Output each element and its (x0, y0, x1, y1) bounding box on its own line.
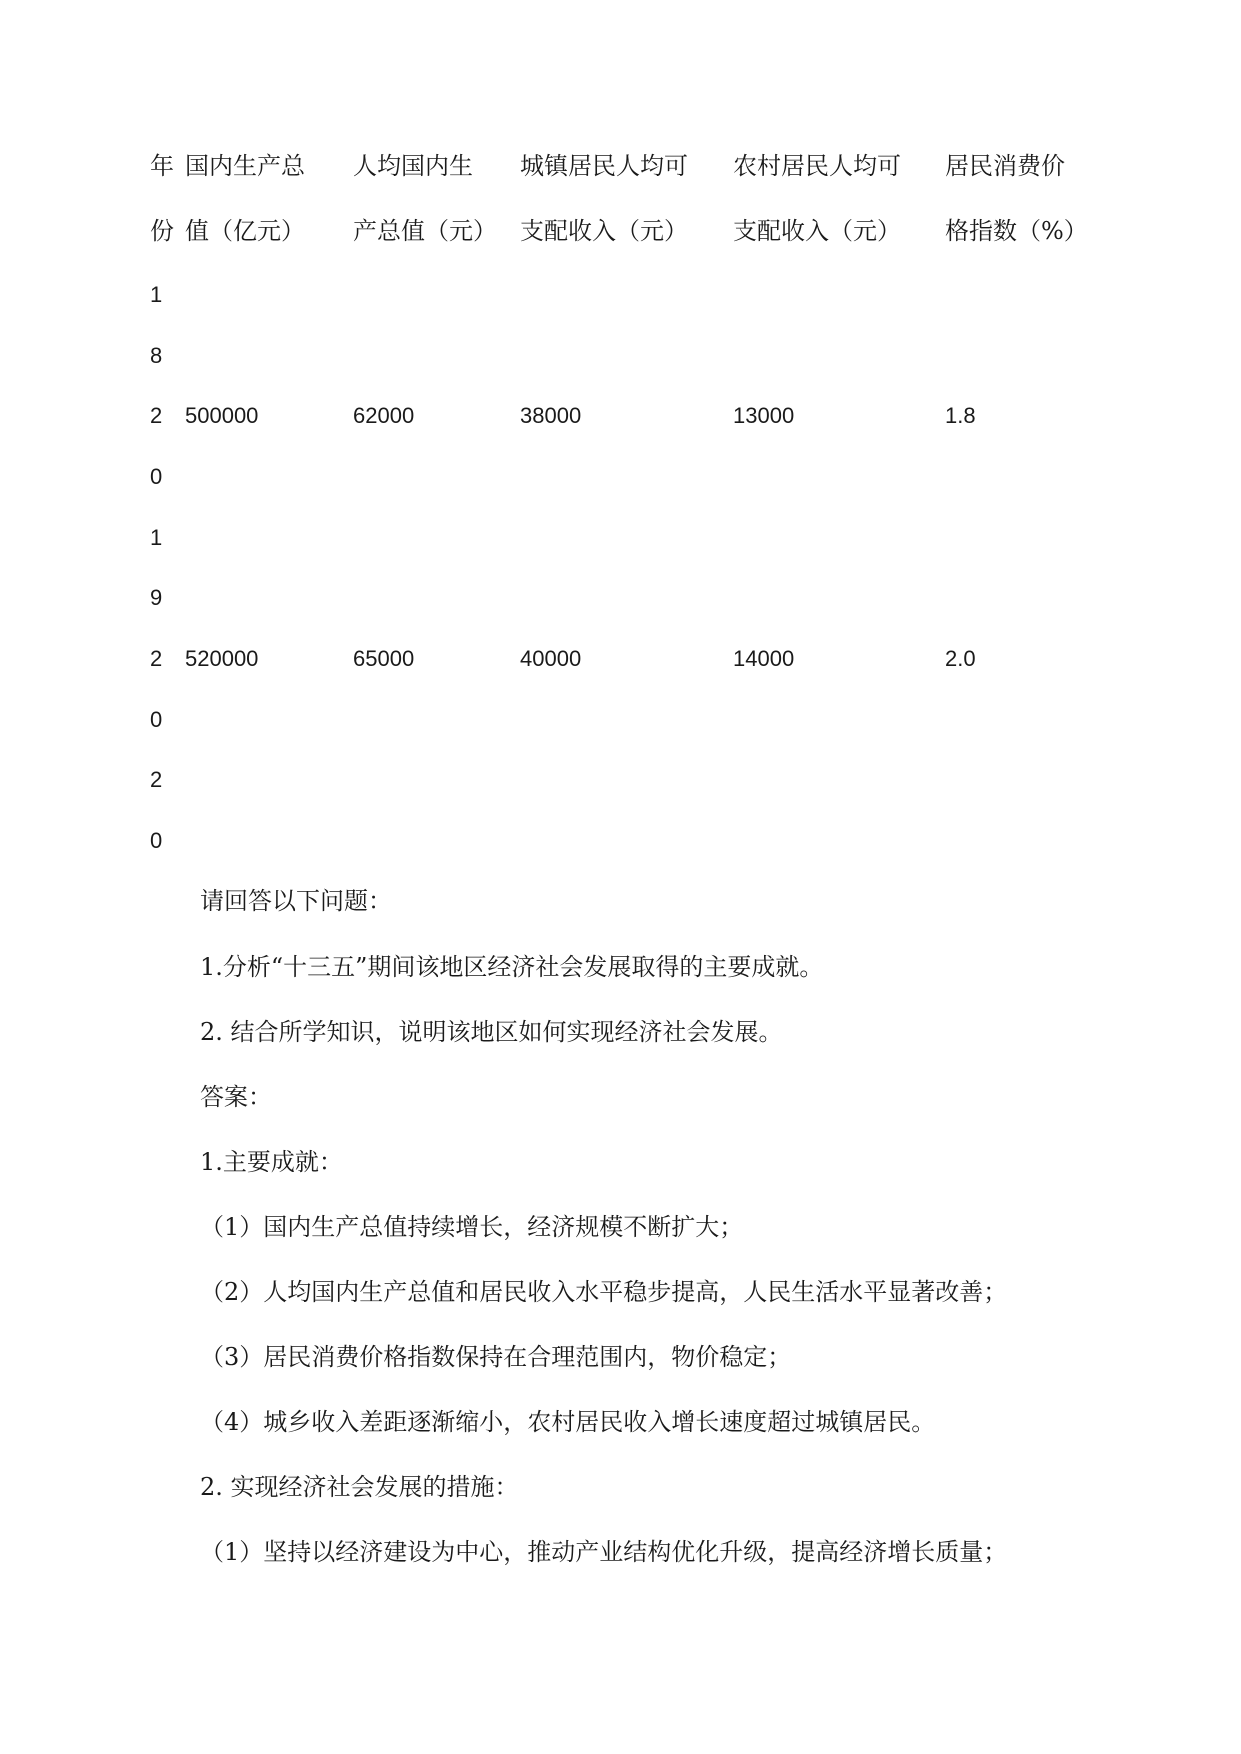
answer-heading: 答案： (200, 1083, 272, 1111)
header-per-capita-gdp-line1: 人均国内生 (353, 152, 473, 180)
question-prompt: 请回答以下问题： (200, 887, 392, 915)
header-rural-income-line2: 支配收入（元） (733, 217, 901, 245)
row2-year-char: 0 (150, 707, 163, 732)
header-gdp-line1: 国内生产总 (185, 152, 305, 180)
header-year-line2: 份 (150, 217, 174, 245)
header-year-line1: 年 (150, 152, 174, 180)
answer-2-item-1: （1）坚持以经济建设为中心，推动产业结构优化升级，提高经济增长质量； (200, 1538, 1008, 1566)
row1-urban-income: 38000 (520, 403, 582, 428)
header-urban-income-line1: 城镇居民人均可 (520, 152, 688, 180)
row1-year-char: 2 (150, 403, 163, 428)
question-2: 2. 结合所学知识，说明该地区如何实现经济社会发展。 (200, 1018, 783, 1046)
answer-1-heading: 1.主要成就： (200, 1148, 343, 1176)
header-per-capita-gdp-line2: 产总值（元） (353, 217, 497, 245)
row1-gdp: 500000 (185, 403, 259, 428)
header-rural-income-line1: 农村居民人均可 (733, 152, 901, 180)
row1-rural-income: 13000 (733, 403, 795, 428)
row1-cpi: 1.8 (945, 403, 976, 428)
row2-cpi: 2.0 (945, 646, 976, 671)
row1-year-char: 1 (150, 282, 163, 307)
row1-year-char: 0 (150, 464, 163, 489)
header-cpi-line2: 格指数（%） (945, 217, 1088, 245)
row2-year-char: 2 (150, 646, 163, 671)
row3-year-char: 2 (150, 767, 163, 792)
row1-year-char: 8 (150, 343, 163, 368)
row2-gdp: 520000 (185, 646, 259, 671)
row2-per-capita-gdp: 65000 (353, 646, 415, 671)
answer-1-item-4: （4）城乡收入差距逐渐缩小，农村居民收入增长速度超过城镇居民。 (200, 1408, 936, 1436)
header-cpi-line1: 居民消费价 (945, 152, 1065, 180)
row2-year-char: 1 (150, 525, 163, 550)
answer-1-item-3: （3）居民消费价格指数保持在合理范围内，物价稳定； (200, 1343, 792, 1371)
row2-rural-income: 14000 (733, 646, 795, 671)
header-gdp-line2: 值（亿元） (185, 217, 305, 245)
answer-2-heading: 2. 实现经济社会发展的措施： (200, 1473, 519, 1501)
answer-1-item-1: （1）国内生产总值持续增长，经济规模不断扩大； (200, 1213, 744, 1241)
header-urban-income-line2: 支配收入（元） (520, 217, 688, 245)
row3-year-char: 0 (150, 828, 163, 853)
row1-per-capita-gdp: 62000 (353, 403, 415, 428)
row2-urban-income: 40000 (520, 646, 582, 671)
question-1: 1.分析“十三五”期间该地区经济社会发展取得的主要成就。 (200, 953, 824, 981)
answer-1-item-2: （2）人均国内生产总值和居民收入水平稳步提高，人民生活水平显著改善； (200, 1278, 1008, 1306)
row2-year-char: 9 (150, 585, 163, 610)
